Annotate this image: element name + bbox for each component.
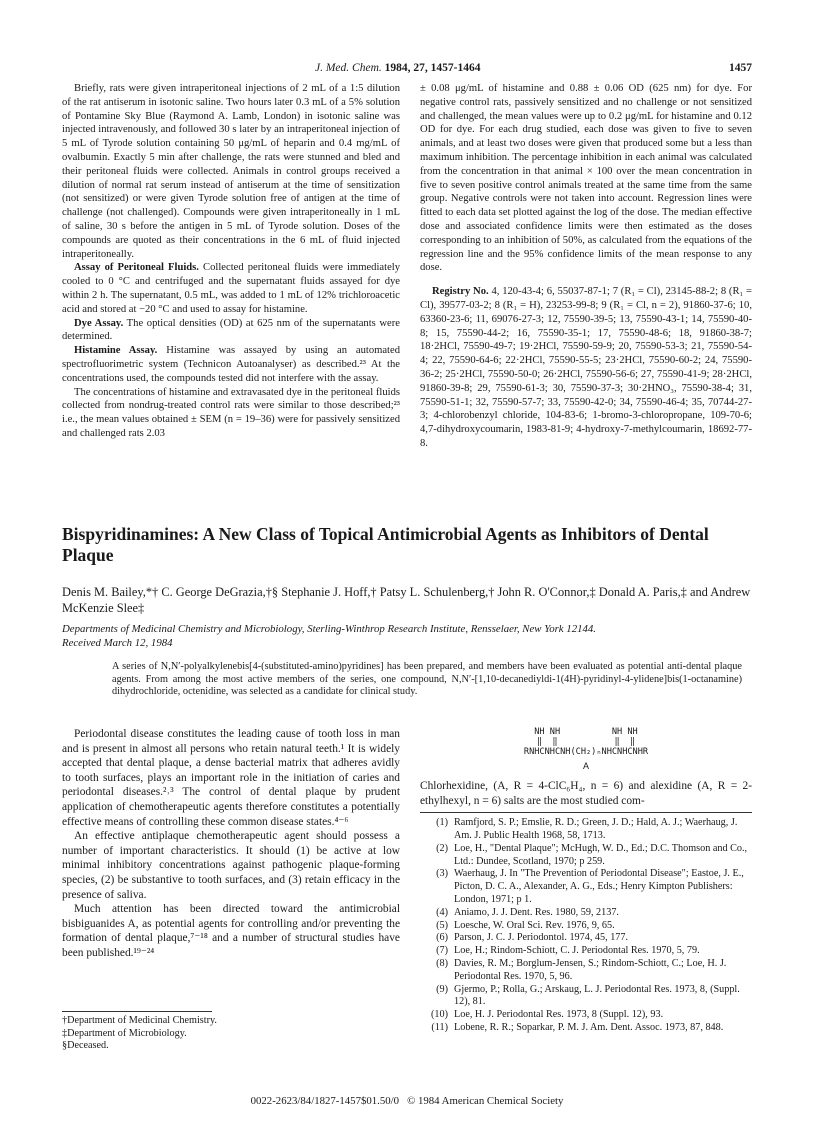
article-title: Bispyridinamines: A New Class of Topical Antimicrobial Agents as Inhibitors of Dental Plaque (62, 524, 709, 565)
received-date: Received March 12, 1984 (62, 636, 173, 649)
reference-text: Loe, H.; Rindom-Schiott, C. J. Periodontal Res. 1970, 5, 79. (454, 945, 700, 957)
footnote-divider (62, 1011, 212, 1012)
previous-article-left-column (62, 82, 400, 441)
reference-text: Ramfjord, S. P.; Emslie, R. D.; Green, J. D.; Hald, A. J.; Waerhaug, J. Am. J. Public Health 1968, 58, 1713. (454, 817, 738, 841)
copyright: © 1984 American Chemical Society (407, 1095, 564, 1107)
paragraph: ± 0.08 μg/mL of histamine and 0.88 ± 0.06 OD (625 nm) for dye. For negative control rats, passively sensitized and no challenge or not sensitized and challenged, the mean values were up to 0.2 μg/mL for histamine and 0.12 OD for dye. For each drug studied, each dose was given to five to seven animals, and at least two doses were given that produced some but a less than maximum inhibition. The percentage inhibition in each animal was calculated from the concentration in that animal × 100 over the mean concentration in five to seven positive control animals treated at the same time from the same group. Negative controls were not taken into account. Regression lines were fitted to each data set plotted against the log of the dose. The median effective dose and associated confidence limits were then estimated as the doses corresponding to an inhibition of 50%, as calculated from the equations of the regression line and the 95% confidence limits of the mean response to any dose. (420, 83, 752, 274)
page-footer (62, 1095, 752, 1107)
body-right-column (420, 727, 752, 1035)
reference-number: (5) (436, 919, 448, 931)
paragraph: The concentrations of histamine and extravasated dye in the peritoneal fluids collected from nondrug-treated control rats were similar to those described;²³ i.e., the mean values obtained ± SEM (n = 19–36) were for passively sensitized and challenged rats 2.03 (62, 386, 400, 439)
reference-number: (8) (436, 957, 448, 969)
abstract: A series of N,N′-polyalkylenebis[4-(substituted-amino)pyridines] has been prepared, and members have been evaluated as potential anti-dental plaque agents. From among the most active members of the series, one compound, N,N′-[1,10-decanediyldi-1(4H)-pyridinyl-4-ylidene]bis(1-octanamine) dihydrochloride, octenidine, was selected as a candidate for clinical study. (112, 661, 742, 698)
author-list: Denis M. Bailey,*† C. George DeGrazia,†§ Stephanie J. Hoff,† Patsy L. Schulenberg,† John R. O'Connor,‡ Donald A. Paris,‡ and Andrew McKenzie Slee‡ (62, 585, 751, 615)
reference-item (420, 932, 752, 945)
paragraph: Briefly, rats were given intraperitoneal injections of 2 mL of a 1:5 dilution of the rat antiserum in isotonic saline. Two hours later 0.3 mL of a 5% solution of Pontamine Sky Blue (Raymond A. Lamb, London) in isotonic saline was injected intravenously, and followed 30 s later by an intraperitoneal injection of 5 mL of Tyrode solution containing 50 μg/mL of heparin and 0.4 mg/mL of ovalbumin. Exactly 5 min after challenge, the rats were stunned and bled and their peritoneal fluids were collected. Animals in control groups received a dilution of normal rat serum instead of antiserum at the time of sensitization (not sensitized) or were given Tyrode solution free of antigen at the time of challenge (not challenged). Compounds were given intraperitoneally in 1 mL of saline, 30 s before the antigen in 5 mL of Tyrode solution. Doses of the compounds are quoted as their concentrations in the 6 mL of fluid injected intraperitoneally. (62, 83, 400, 260)
structure-label: A (582, 761, 589, 771)
affiliation: Departments of Medicinal Chemistry and Microbiology, Sterling-Winthrop Research Institute, Rensselaer, New York 12144. Received March 12, 1984 (62, 623, 762, 651)
reference-text: Parson, J. C. J. Periodontol. 1974, 45, 177. (454, 932, 629, 944)
paragraph: Chlorhexidine, (A, R = 4-ClC₆H₄, n = 6) and alexidine (A, R = 2-ethylhexyl, n = 6) salts are the most studied com- (420, 780, 752, 807)
reference-number: (2) (436, 842, 448, 854)
reference-item (420, 843, 752, 869)
reference-item (420, 958, 752, 984)
reference-text: Lobene, R. R.; Soparkar, P. M. J. Am. Dent. Assoc. 1973, 87, 848. (454, 1021, 724, 1033)
paragraph: Periodontal disease constitutes the leading cause of tooth loss in man and is present in almost all persons who retain natural teeth.¹ It is widely accepted that dental plaque, a dense bacterial matrix that adheres avidly to tooth surfaces, plays an important role in the initiation of caries and periodontal diseases.²˒³ The control of dental plaque by prudent application of chemotherapeutic agents therefore constitutes a potentially effective means of controlling these common disease states.⁴⁻⁶ (62, 728, 400, 828)
chemical-structure-a: NH NH NH NH ‖ ‖ ‖ ‖ RNHCNHCNH(CH₂)ₙNHCNHCNHR A (420, 727, 752, 771)
reference-item (420, 907, 752, 920)
page-number: 1457 (729, 62, 752, 74)
paragraph: Much attention has been directed toward the antimicrobial bisbiguanides A, as potential agents for controlling and/or preventing the formation of dental plaque,⁷⁻¹⁸ and a number of structural studies have been published.¹⁹⁻²⁴ (62, 903, 400, 959)
reference-number: (6) (436, 932, 448, 944)
reference-item (420, 984, 752, 1010)
paragraph: Assay of Peritoneal Fluids. Collected peritoneal fluids were immediately cooled to 0 °C and centrifuged and the supernatant fluids assayed for dye within 2 h. The supernatant, 0.5 mL, was added to 1 mL of 12% trichloroacetic acid and stored at −20 °C and used to assay for histamine. (62, 262, 401, 315)
reference-number: (9) (436, 983, 448, 995)
reference-text: Waerhaug, J. In "The Prevention of Periodontal Disease"; Eastoe, J. E., Picton, D. C. A., Alexander, A. G., Eds.; Henry Kimpton Publishers: London, 1971; p 1. (454, 868, 744, 905)
paragraph: An effective antiplaque chemotherapeutic agent should possess a number of important characteristics. It should (1) be active at low minimal inhibitory concentrations against pathogenic plaque-forming species, (2) be substantive to tooth surfaces, and (3) retain efficacy in the presence of saliva. (62, 830, 400, 901)
reference-item (420, 1009, 752, 1022)
footnotes (62, 1011, 400, 1053)
reference-item (420, 945, 752, 958)
reference-item (420, 817, 752, 843)
reference-text: Gjermo, P.; Rolla, G.; Arskaug, L. J. Periodontal Res. 1973, 8, (Suppl. 12), 81. (454, 983, 740, 1008)
previous-article-right-column (420, 82, 752, 451)
article-code: 0022-2623/84/1827-1457$01.50/0 (250, 1095, 400, 1107)
reference-divider (420, 812, 752, 813)
reference-item (420, 868, 752, 906)
reference-item (420, 920, 752, 933)
footnote: §Deceased. (62, 1040, 109, 1052)
reference-text: Loe, H. J. Periodontal Res. 1973, 8 (Suppl. 12), 93. (454, 1009, 664, 1021)
reference-text: Aniamo, J. J. Dent. Res. 1980, 59, 2137. (454, 906, 619, 918)
reference-text: Davies, R. M.; Borglum-Jensen, S.; Rindom-Schiott, C.; Loe, H. J. Periodontal Res. 1970, 5, 96. (454, 957, 727, 982)
reference-text: Loesche, W. Oral Sci. Rev. 1976, 9, 65. (454, 919, 615, 931)
reference-text: Loe, H., "Dental Plaque"; McHugh, W. D., Ed.; D.C. Thomson and Co., Ltd.: Dundee, Scotland, 1970; p 259. (454, 842, 748, 867)
footnote: ‡Department of Microbiology. (62, 1027, 187, 1039)
reference-number: (4) (436, 906, 448, 918)
reference-list (420, 817, 752, 1035)
footnote: †Department of Medicinal Chemistry. (62, 1015, 217, 1026)
reference-number: (1) (436, 817, 448, 829)
journal-citation: J. Med. Chem. 1984, 27, 1457-1464 (315, 62, 481, 74)
reference-number: (3) (436, 868, 448, 880)
reference-item (420, 1022, 752, 1035)
reference-number: (11) (431, 1021, 448, 1033)
paragraph: Dye Assay. The optical densities (OD) at 625 nm of the supernatants were determined. (62, 317, 400, 343)
reference-number: (7) (436, 945, 448, 957)
paragraph: Histamine Assay. Histamine was assayed by using an automated spectrofluorimetric system (Technicon Autoanalyser) as described.²³ At the concentrations used, the compounds tested did not interfere with the assay. (62, 345, 400, 384)
registry-numbers: Registry No. 4, 120-43-4; 6, 55037-87-1; 7 (R₁ = Cl), 23145-88-2; 8 (R₁ = Cl), 39577-03-2; 8 (R₁ = H), 23253-99-8; 9 (R₁ = Cl, n = 2), 91860-37-6; 10, 63360-23-6; 11, 69076-27-3; 12, 75590-39-5; 13, 75590-43-1; 14, 75590-40-8; 15, 75590-44-2; 16, 75590-35-1; 17, 75590-48-6; 18, 91860-38-7; 18·2HCl, 75590-49-7; 19·2HCl, 75590-59-9; 20, 75590-53-3; 21, 75590-54-4; 22, 75590-64-6; 22·2HCl, 75590-55-5; 23·2HCl, 75590-60-2; 24, 75590-36-2; 25·2HCl, 75590-50-0; 26·2HCl, 75590-56-6; 27, 75590-41-9; 28·2HCl, 91860-39-8; 29, 75590-61-3; 30, 75590-37-3; 30·2HNO₃, 75590-38-4; 31, 75590-51-1; 32, 75590-57-7; 33, 75590-42-0; 34, 75590-46-4; 35, 70744-27-3; 4-chlorobenzyl chloride, 104-83-6; 1-bromo-3-chloropropane, 109-70-6; 4,7-dihydroxycoumarin, 1983-81-9; 4-hydroxy-7-methylcoumarin, 18692-77-8. (420, 286, 752, 449)
body-left-column (62, 727, 400, 961)
reference-number: (10) (431, 1009, 448, 1021)
